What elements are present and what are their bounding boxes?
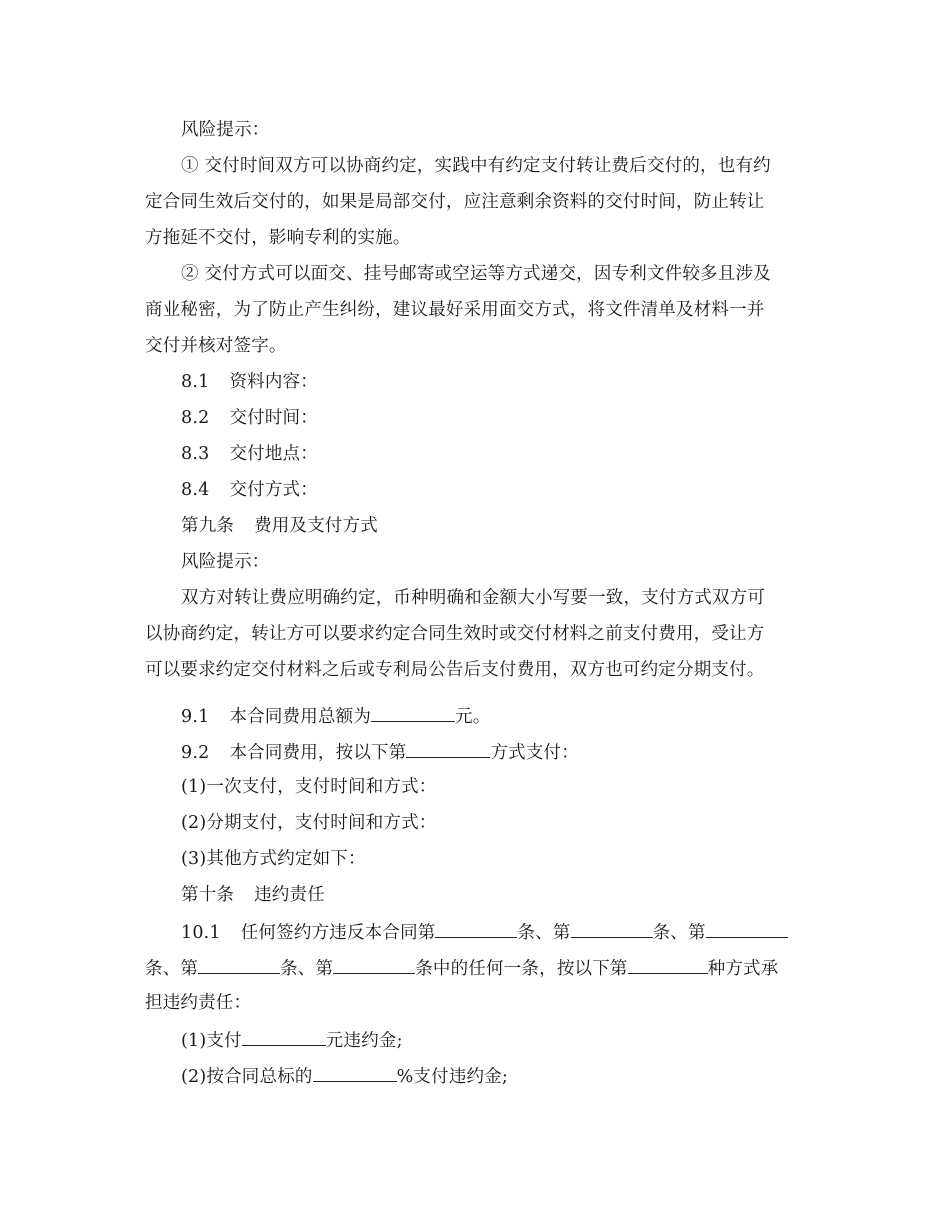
risk-hint-paragraph: 方拖延不交付，影响专利的实施。: [145, 228, 411, 248]
clause-text: 资料内容：: [229, 372, 318, 392]
clause-number: 8.1: [181, 372, 210, 392]
fill-in-blank[interactable]: [198, 955, 280, 974]
clause-8-1: [0, 370, 950, 394]
clause-8-2: [0, 406, 950, 430]
clause-number: 8.3: [181, 444, 210, 464]
clause-number: 9.1: [181, 707, 210, 727]
fill-in-blank[interactable]: [406, 739, 490, 758]
risk-hint-label: 风险提示：: [181, 552, 270, 572]
risk-hint-paragraph: ② 交付方式可以面交、挂号邮寄或空运等方式递交，因专利文件较多且涉及: [181, 264, 771, 284]
article-number: 第十条: [181, 885, 235, 905]
clause-number: 8.4: [181, 480, 210, 500]
risk-hint-paragraph: ① 交付时间双方可以协商约定，实践中有约定支付转让费后交付的，也有约: [181, 156, 771, 176]
risk-hint-paragraph: 定合同生效后交付的，如果是局部交付，应注意剩余资料的交付时间，防止转让: [145, 192, 765, 212]
payment-option: (3)其他方式约定如下：: [181, 849, 366, 869]
liability-option: (1)支付 元违约金;: [0, 1027, 950, 1053]
article-10-heading: [0, 883, 950, 907]
clause-10-1: 10.1 任何签约方违反本合同第 条、第 条、第: [0, 919, 950, 945]
clause-10-1-continued: 担违约责任：: [145, 993, 252, 1013]
clause-number: 9.2: [181, 743, 210, 763]
clause-number: 10.1: [181, 923, 221, 943]
article-number: 第九条: [181, 516, 235, 536]
fill-in-blank[interactable]: [435, 919, 517, 938]
clause-8-4: [0, 478, 950, 502]
article-title: 费用及支付方式: [254, 516, 379, 536]
fill-in-blank[interactable]: [706, 919, 788, 938]
clause-number: 8.2: [181, 408, 210, 428]
fill-in-blank[interactable]: [313, 1063, 397, 1082]
risk-hint-label: 风险提示：: [181, 120, 270, 140]
clause-text: 交付地点：: [229, 444, 318, 464]
risk-hint-paragraph: 可以要求约定交付材料之后或专利局公告后支付费用，双方也可约定分期支付。: [145, 660, 765, 680]
clause-10-1-continued: 条、第 条、第 条中的任何一条，按以下第 种方式承: [0, 955, 950, 981]
article-title: 违约责任: [254, 885, 325, 905]
fill-in-blank[interactable]: [571, 919, 653, 938]
clause-text: 交付时间：: [229, 408, 318, 428]
liability-option: (2)按合同总标的 %支付违约金;: [0, 1063, 950, 1089]
risk-hint-paragraph: 交付并核对签字。: [145, 336, 287, 356]
fill-in-blank[interactable]: [333, 955, 415, 974]
risk-hint-paragraph: 商业秘密，为了防止产生纠纷，建议最好采用面交方式，将文件清单及材料一并: [145, 300, 765, 320]
clause-9-2: 9.2 本合同费用，按以下第 方式支付：: [0, 739, 950, 765]
clause-text: 交付方式：: [229, 480, 318, 500]
clause-8-3: [0, 442, 950, 466]
payment-option: (1)一次支付，支付时间和方式：: [181, 777, 437, 797]
clause-9-1: 9.1 本合同费用总额为 元。: [0, 703, 950, 729]
fill-in-blank[interactable]: [628, 955, 708, 974]
risk-hint-paragraph: 双方对转让费应明确约定，币种明确和金额大小写要一致，支付方式双方可: [181, 588, 766, 608]
risk-hint-paragraph: 以协商约定，转让方可以要求约定合同生效时或交付材料之前支付费用，受让方: [145, 624, 765, 644]
payment-option: (2)分期支付，支付时间和方式：: [181, 813, 437, 833]
fill-in-blank[interactable]: [371, 703, 455, 722]
article-9-heading: [0, 514, 950, 538]
fill-in-blank[interactable]: [242, 1027, 326, 1046]
